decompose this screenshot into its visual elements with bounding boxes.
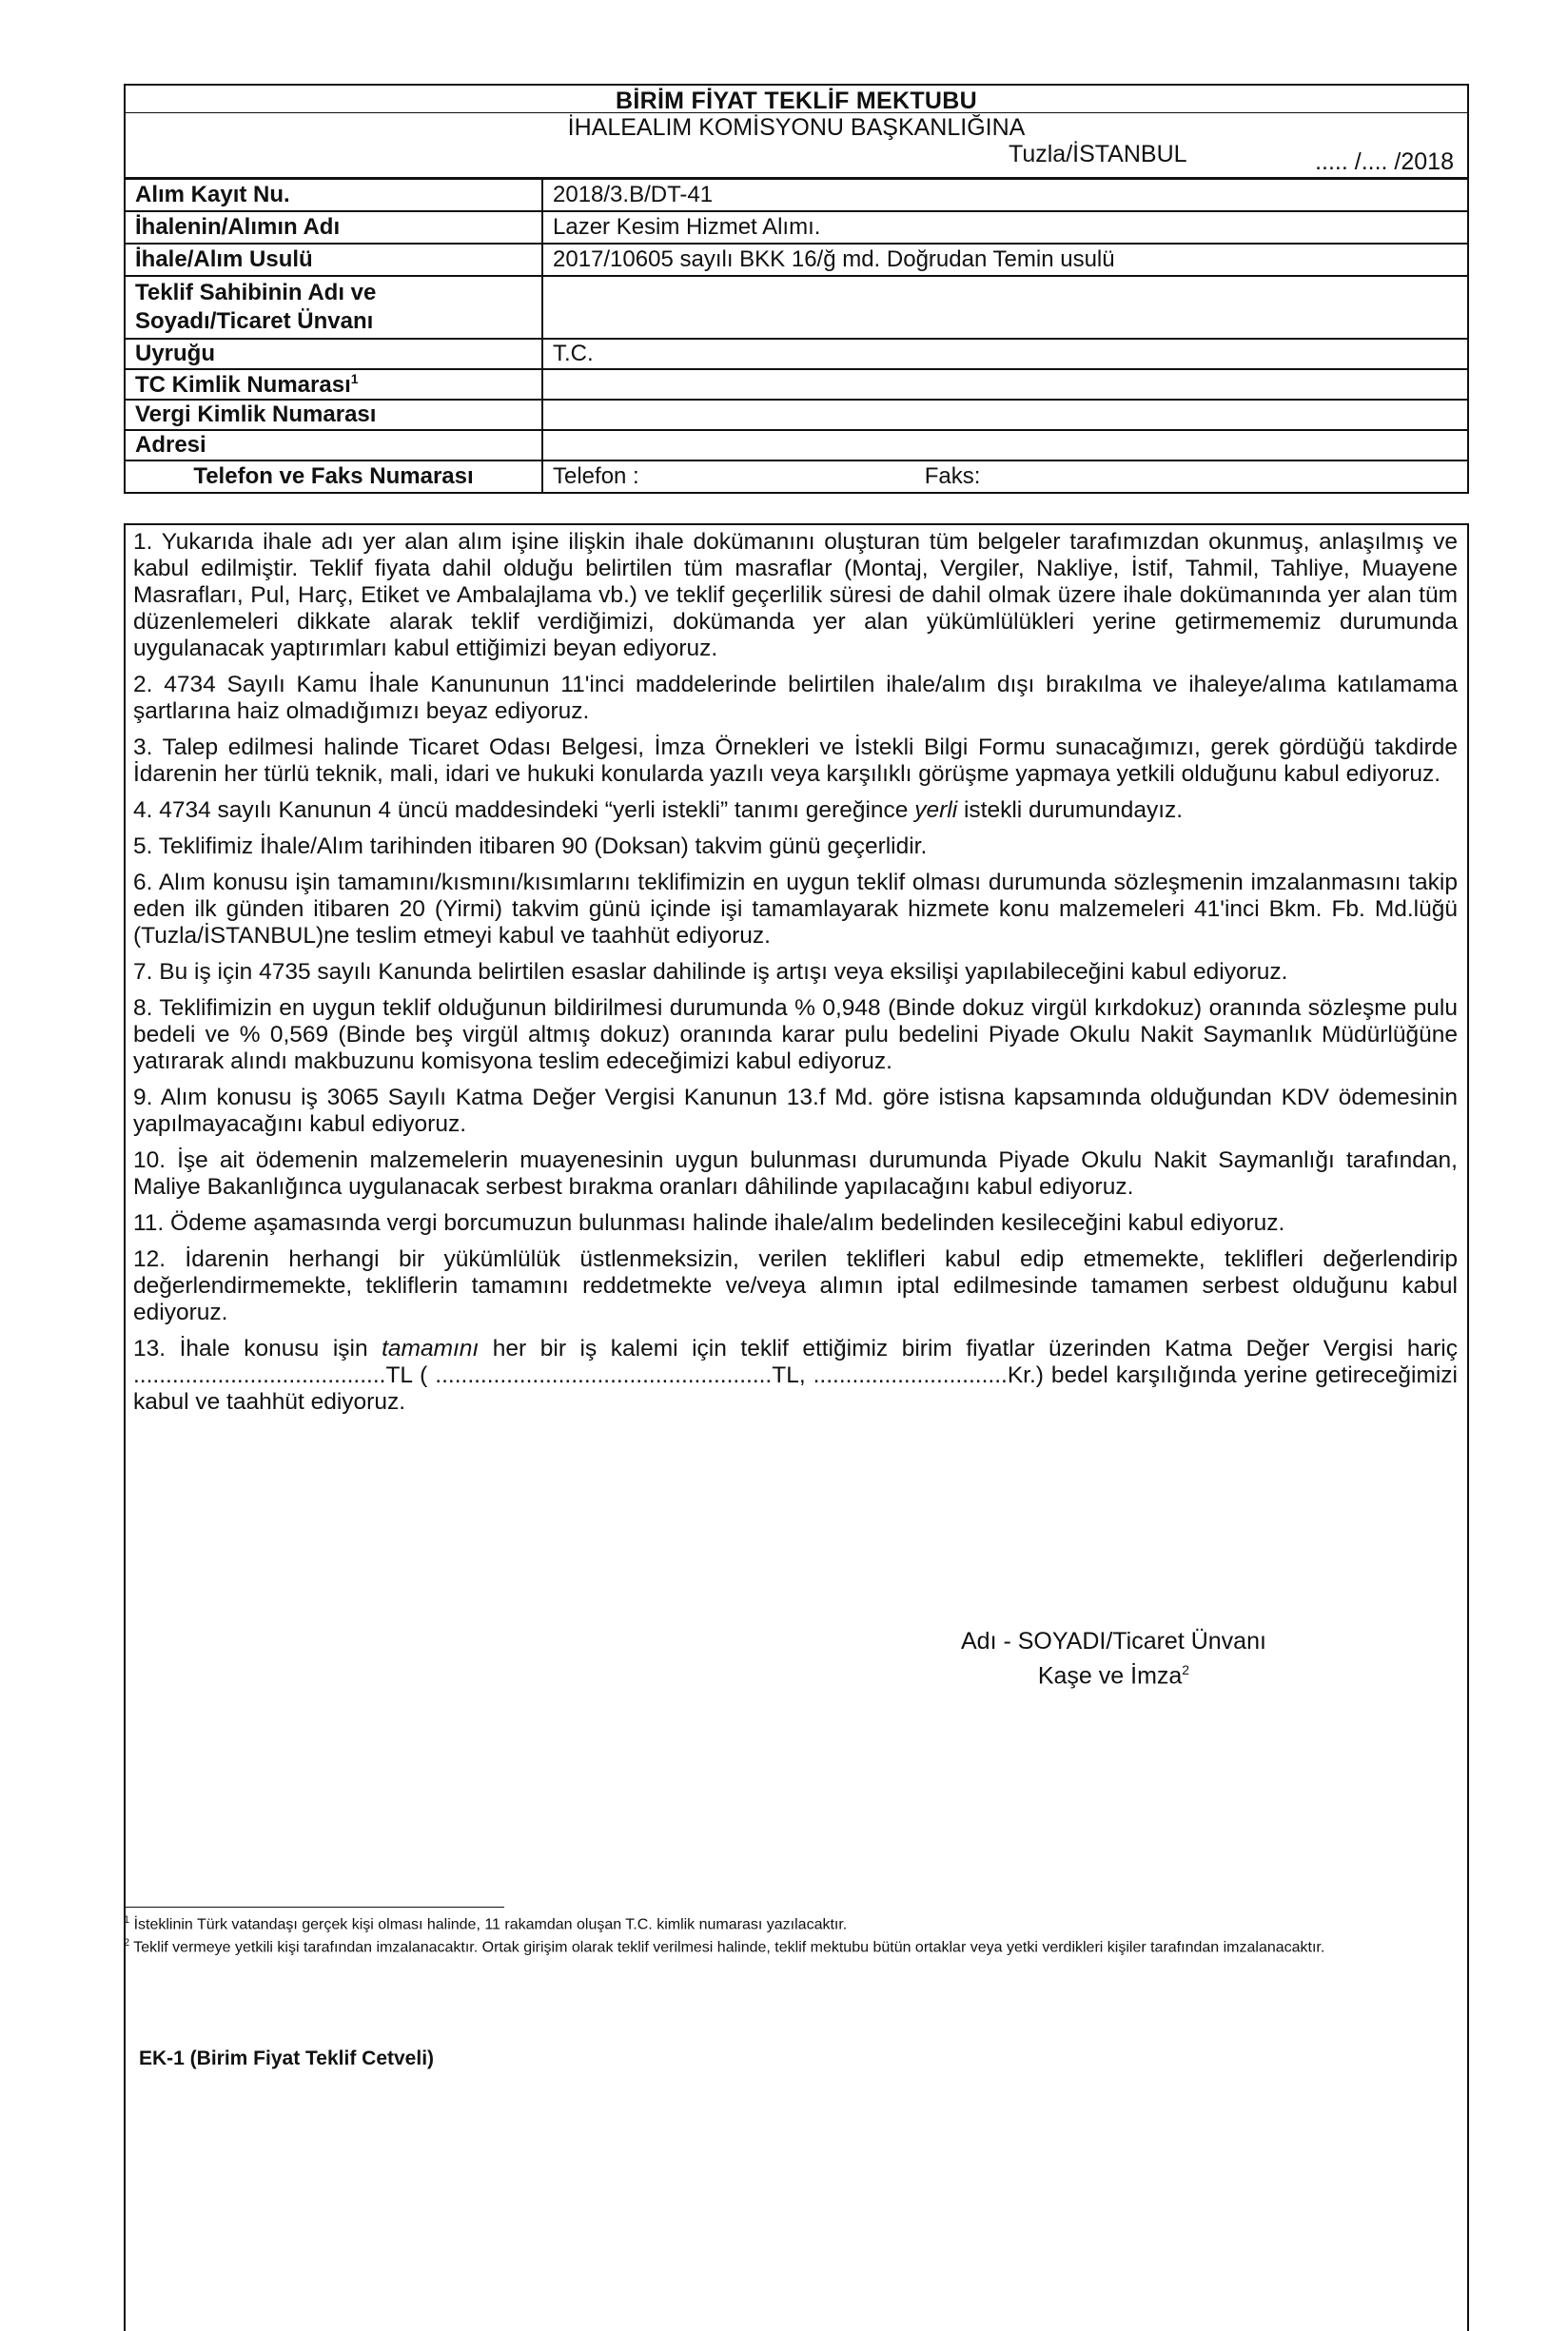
term-13-italic: tamamını [382, 1336, 480, 1361]
tax-number-field[interactable] [542, 400, 1468, 430]
term-9: 9. Alım konusu iş 3065 Sayılı Katma Değer Vergisi Kanunun 13.f Md. göre istisna kapsamında olduğundan KDV ödemesinin yapılmayacağını kabul ediyoruz. [133, 1085, 1458, 1137]
footnote-mark: 2 [124, 1937, 130, 1949]
term-13 [133, 1336, 1458, 1416]
row-label-text: TC Kimlik Numarası [135, 371, 351, 398]
row-label [125, 369, 542, 400]
table-row [125, 430, 1468, 460]
footnote-2 [124, 1933, 1456, 1957]
row-label: Alım Kayıt Nu. [125, 179, 542, 211]
location: Tuzla/İSTANBUL [1009, 141, 1187, 167]
term-8: 8. Teklifimizin en uygun teklif olduğunun bildirilmesi durumunda % 0,948 (Binde dokuz virgül kırkdokuz) oranında sözleşme pulu bedeli ve % 0,569 (Binde beş virgül altmış dokuz) oranında karar pulu bedelini Piyade Okulu Nakit Saymanlık Müdürlüğüne yatırarak alındı makbuzunu komisyona teslim edeceğimizi kabul ediyoruz. [133, 995, 1458, 1074]
footnote-text: İsteklinin Türk vatandaşı gerçek kişi olması halinde, 11 rakamdan oluşan T.C. kimlik numarası yazılacaktır. [133, 1916, 848, 1933]
row-label: Vergi Kimlik Numarası [125, 400, 542, 430]
signature-stamp-line [961, 1655, 1266, 1690]
fax-label: Faks: [924, 463, 981, 489]
bidder-info-table [124, 178, 1469, 494]
row-value: 2018/3.B/DT-41 [542, 179, 1468, 211]
term-10: 10. İşe ait ödemenin malzemelerin muayenesinin uygun bulunması durumunda Piyade Okulu Nakit Saymanlığı tarafından, Maliye Bakanlığınca uygulanacak serbest bırakma oranları dâhilinde yapılacağını kabul ediyoruz. [133, 1147, 1458, 1200]
table-row [125, 400, 1468, 430]
table-row [125, 211, 1468, 244]
term-5: 5. Teklifimiz İhale/Alım tarihinden itibaren 90 (Doksan) takvim günü geçerlidir. [133, 833, 928, 859]
signature-stamp-text: Kaşe ve İmza [1037, 1662, 1183, 1690]
table-row [125, 369, 1468, 400]
row-label: Uyruğu [125, 339, 542, 369]
term-13-text: 13. İhale konusu işin [133, 1336, 382, 1361]
row-label: İhalenin/Alımın Adı [125, 211, 542, 244]
row-value: 2017/10605 sayılı BKK 16/ğ md. Doğrudan Temin usulü [542, 244, 1468, 276]
term-3: 3. Talep edilmesi halinde Ticaret Odası Belgesi, İmza Örnekleri ve İstekli Bilgi Formu sunacağımızı, gerek gördüğü takdirde İdarenin her türlü teknik, mali, idari ve hukuki konularda yazılı veya karşılıklı görüşme yapmaya yetkili olduğunu kabul ediyoruz. [133, 735, 1458, 787]
term-13-text-end: her bir iş kalemi için teklif ettiğimiz birim fiyatlar üzerinden Katma Değer Vergisi hariç .......................................TL ( ....................................................TL, ..............................Kr.) bedel karşılığında yerine getireceğimizi kabul ve taahhüt ediyoruz. [133, 1336, 1458, 1415]
row-value: Lazer Kesim Hizmet Alımı. [542, 211, 1468, 244]
terms-list [133, 529, 1458, 1425]
bidder-name-field[interactable] [542, 276, 1468, 339]
signature-name-line: Adı - SOYADI/Ticaret Ünvanı [961, 1628, 1266, 1655]
annex-label: EK-1 (Birim Fiyat Teklif Cetveli) [139, 2047, 435, 2069]
term-12: 12. İdarenin herhangi bir yükümlülük üstlenmeksizin, verilen teklifleri kabul edip etmemekte, teklifleri değerlendirip değerlendirmemekte, tekliflerin tamamını reddetmekte ve/veya alımın iptal edilmesinde tamamen serbest olduğunu kabul ediyoruz. [133, 1246, 1458, 1325]
term-11: 11. Ödeme aşamasında vergi borcumuzun bulunması halinde ihale/alım bedelinden kesileceğini kabul ediyoruz. [133, 1210, 1285, 1236]
footnote-mark: 1 [124, 1914, 130, 1926]
term-4 [133, 797, 1458, 824]
addressee: İHALEALIM KOMİSYONU BAŞKANLIĞINA [567, 114, 1026, 141]
term-7: 7. Bu iş için 4735 sayılı Kanunda belirtilen esaslar dahilinde iş artışı veya eksilişi yapılabileceğini kabul ediyoruz. [133, 959, 1288, 985]
term-4-text-end: istekli durumundayız. [957, 797, 1184, 823]
address-field[interactable] [542, 430, 1468, 460]
footnote-mark: 1 [350, 370, 359, 386]
row-label: Teklif Sahibinin Adı ve Soyadı/Ticaret Ünvanı [125, 276, 542, 339]
term-4-italic: yerli [914, 797, 958, 823]
table-row [125, 339, 1468, 369]
table-row [125, 179, 1468, 211]
row-label: Adresi [125, 430, 542, 460]
row-value: T.C. [542, 339, 1468, 369]
term-2: 2. 4734 Sayılı Kamu İhale Kanununun 11'inci maddelerinde belirtilen ihale/alım dışı bırakılma ve ihaleye/alıma katılamama şartlarına haiz olmadığımızı beyaz ediyoruz. [133, 672, 1458, 724]
footnote-1 [124, 1910, 1456, 1934]
footnote-text: Teklif vermeye yetkili kişi tarafından imzalanacaktır. Ortak girişim olarak teklif verilmesi halinde, teklif mektubu bütün ortaklar veya yetki verdikleri kişiler tarafından imzalanacaktır. [133, 1939, 1325, 1956]
letter-header [124, 84, 1469, 179]
footnote-mark: 2 [1182, 1662, 1190, 1677]
date-field: ..... /.... /2018 [1315, 148, 1454, 175]
term-6: 6. Alım konusu işin tamamını/kısmını/kısımlarını teklifimizin en uygun teklif olması durumunda sözleşmenin imzalanmasını takip eden ilk günden itibaren 20 (Yirmi) takvim günü içinde işi tamamlayarak hizmete konu malzemeleri 41'inci Bkm. Fb. Md.lüğü (Tuzla/İSTANBUL)ne teslim etmeyi kabul ve taahhüt ediyoruz. [133, 870, 1458, 949]
table-row [125, 244, 1468, 276]
phone-label: Telefon : [553, 463, 639, 489]
tc-number-field[interactable] [542, 369, 1468, 400]
table-row [125, 276, 1468, 339]
row-label: İhale/Alım Usulü [125, 244, 542, 276]
letter-title: BİRİM FİYAT TEKLİF MEKTUBU [615, 88, 977, 114]
table-row [125, 460, 1468, 493]
footnote-divider [124, 1907, 504, 1908]
signature-block [961, 1627, 1266, 1690]
term-4-text: 4. 4734 sayılı Kanunun 4 üncü maddesindeki “yerli istekli” tanımı gereğince [133, 797, 915, 823]
term-1: 1. Yukarıda ihale adı yer alan alım işine ilişkin ihale dokümanını oluşturan tüm belgeler tarafımızdan okunmuş, anlaşılmış ve kabul edilmiştir. Teklif fiyata dahil olduğu belirtilen tüm masraflar (Montaj, Vergiler, Nakliye, İstif, Tahmil, Tahliye, Muayene Masrafları, Pul, Harç, Etiket ve Ambalajlama vb.) ve teklif geçerlilik süresi de dahil olmak üzere ihale dokümanında yer alan tüm düzenlemeleri dikkate alarak teklif verdiğimizi, dokümanda yer alan yükümlülükleri yerine getirmememiz durumunda uygulanacak yaptırımları kabul ettiğimizi beyan ediyoruz. [133, 529, 1458, 661]
row-label: Telefon ve Faks Numarası [125, 460, 542, 493]
phone-fax-field[interactable] [542, 460, 1468, 493]
